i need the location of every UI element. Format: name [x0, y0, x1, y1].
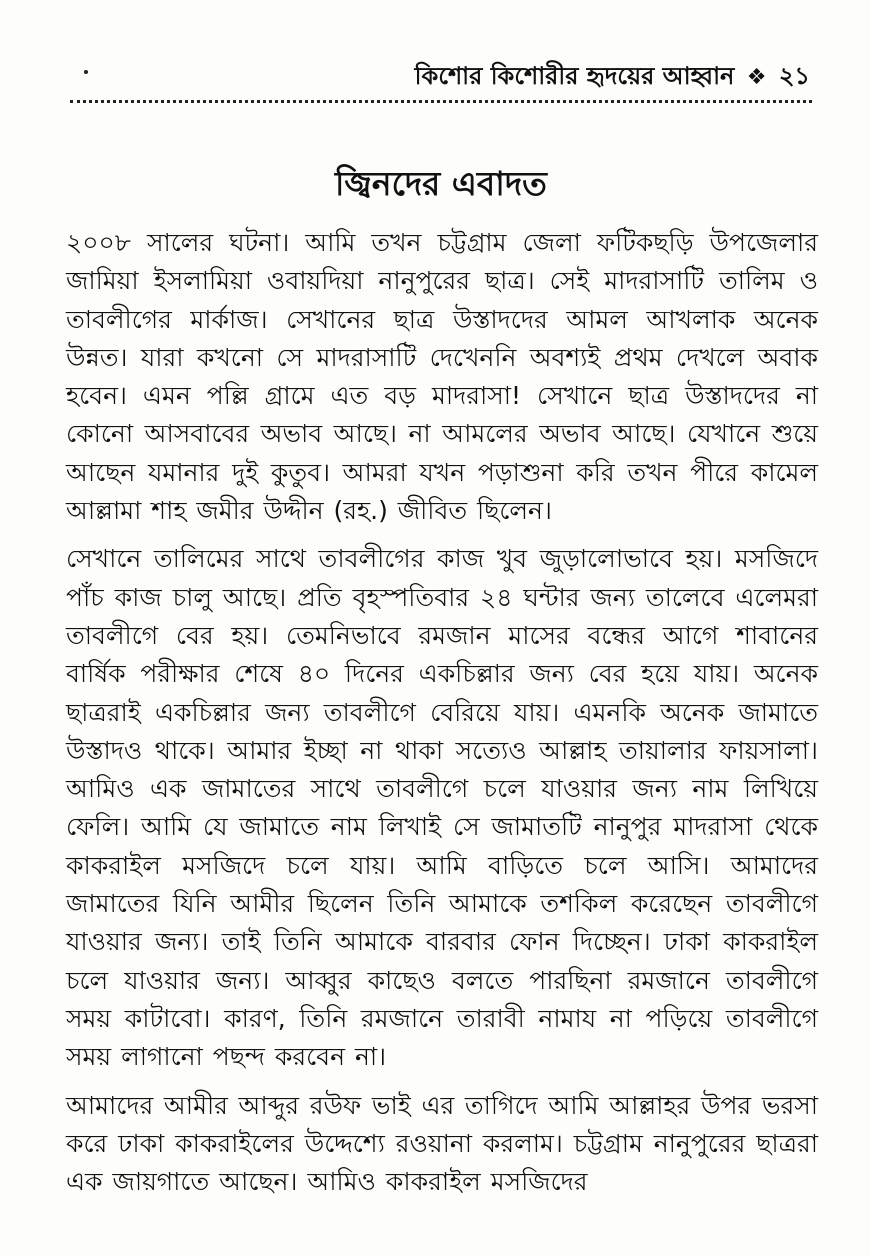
- ornament-separator-icon: ❖: [746, 65, 767, 90]
- paragraph: আমাদের আমীর আব্দুর রউফ ভাই এর তাগিদে আমি আল্লাহর উপর ভরসা করে ঢাকা কাকরাইলের উদ্দেশ্যে রওয়ানা করলাম। চট্টগ্রাম নানুপুরের ছাত্ররা এক জায়গাতে আছেন। আমিও কাকরাইল মসজিদের: [66, 1090, 818, 1197]
- paragraph: সেখানে তালিমের সাথে তাবলীগের কাজ খুব জুড়ালোভাবে হয়। মসজিদে পাঁচ কাজ চালু আছে। প্রতি বৃহস্পতিবার ২৪ ঘন্টার জন্য তালেবে এলেমরা তাবলীগে বের হয়। তেমনিভাবে রমজান মাসের বন্ধের আগে শাবানের বার্ষিক পরীক্ষার শেষে ৪০ দিনের একচিল্লার জন্য বের হয়ে যায়। অনেক ছাত্ররাই একচিল্লার জন্য তাবলীগে বেরিয়ে যায়। এমনকি অনেক জামাতে উস্তাদও থাকে। আমার ইচ্ছা না থাকা সত্যেও আল্লাহ তায়ালার ফায়সালা। আমিও এক জামাতের সাথে তাবলীগে চলে যাওয়ার জন্য নাম লিখিয়ে ফেলি। আমি যে জামাতে নাম লিখাই সে জামাতটি নানুপুর মাদরাসা থেকে কাকরাইল মসজিদে চলে যায়। আমি বাড়িতে চলে আসি। আমাদের জামাতের যিনি আমীর ছিলেন তিনি আমাকে তশকিল করেছেন তাবলীগে যাওয়ার জন্য। তাই তিনি আমাকে বারবার ফোন দিচ্ছেন। ঢাকা কাকরাইল চলে যাওয়ার জন্য। আব্বুর কাছেও বলতে পারছিনা রমজানে তাবলীগে সময় কাটাবো। কারণ, তিনি রমজানে তারাবী নামায না পড়িয়ে তাবলীগে সময় লাগানো পছন্দ করবেন না।: [66, 544, 818, 1072]
- running-title: কিশোর কিশোরীর হৃদয়ের আহ্বান: [414, 62, 735, 90]
- page-number: ২১: [778, 62, 810, 90]
- running-header: [70, 58, 810, 94]
- header-dotted-rule: [70, 100, 812, 103]
- body-text: [66, 224, 818, 1211]
- chapter-title: জ্বিনদের এবাদত: [335, 164, 547, 203]
- paragraph: ২০০৮ সালের ঘটনা। আমি তখন চট্টগ্রাম জেলা ফটিকছড়ি উপজেলার জামিয়া ইসলামিয়া ওবায়দিয়া নানুপুরের ছাত্র। সেই মাদরাসাটি তালিম ও তাবলীগের মার্কাজ। সেখানের ছাত্র উস্তাদদের আমল আখলাক অনেক উন্নত। যারা কখনো সে মাদরাসাটি দেখেননি অবশ্যই প্রথম দেখলে অবাক হবেন। এমন পল্লি গ্রামে এত বড় মাদরাসা! সেখানে ছাত্র উস্তাদদের না কোনো আসবাবের অভাব আছে। না আমলের অভাব আছে। যেখানে শুয়ে আছেন যমানার দুই কুতুব। আমরা যখন পড়াশুনা করি তখন পীরে কামেল আল্লামা শাহ জমীর উদ্দীন (রহ.) জীবিত ছিলেন।: [66, 228, 818, 526]
